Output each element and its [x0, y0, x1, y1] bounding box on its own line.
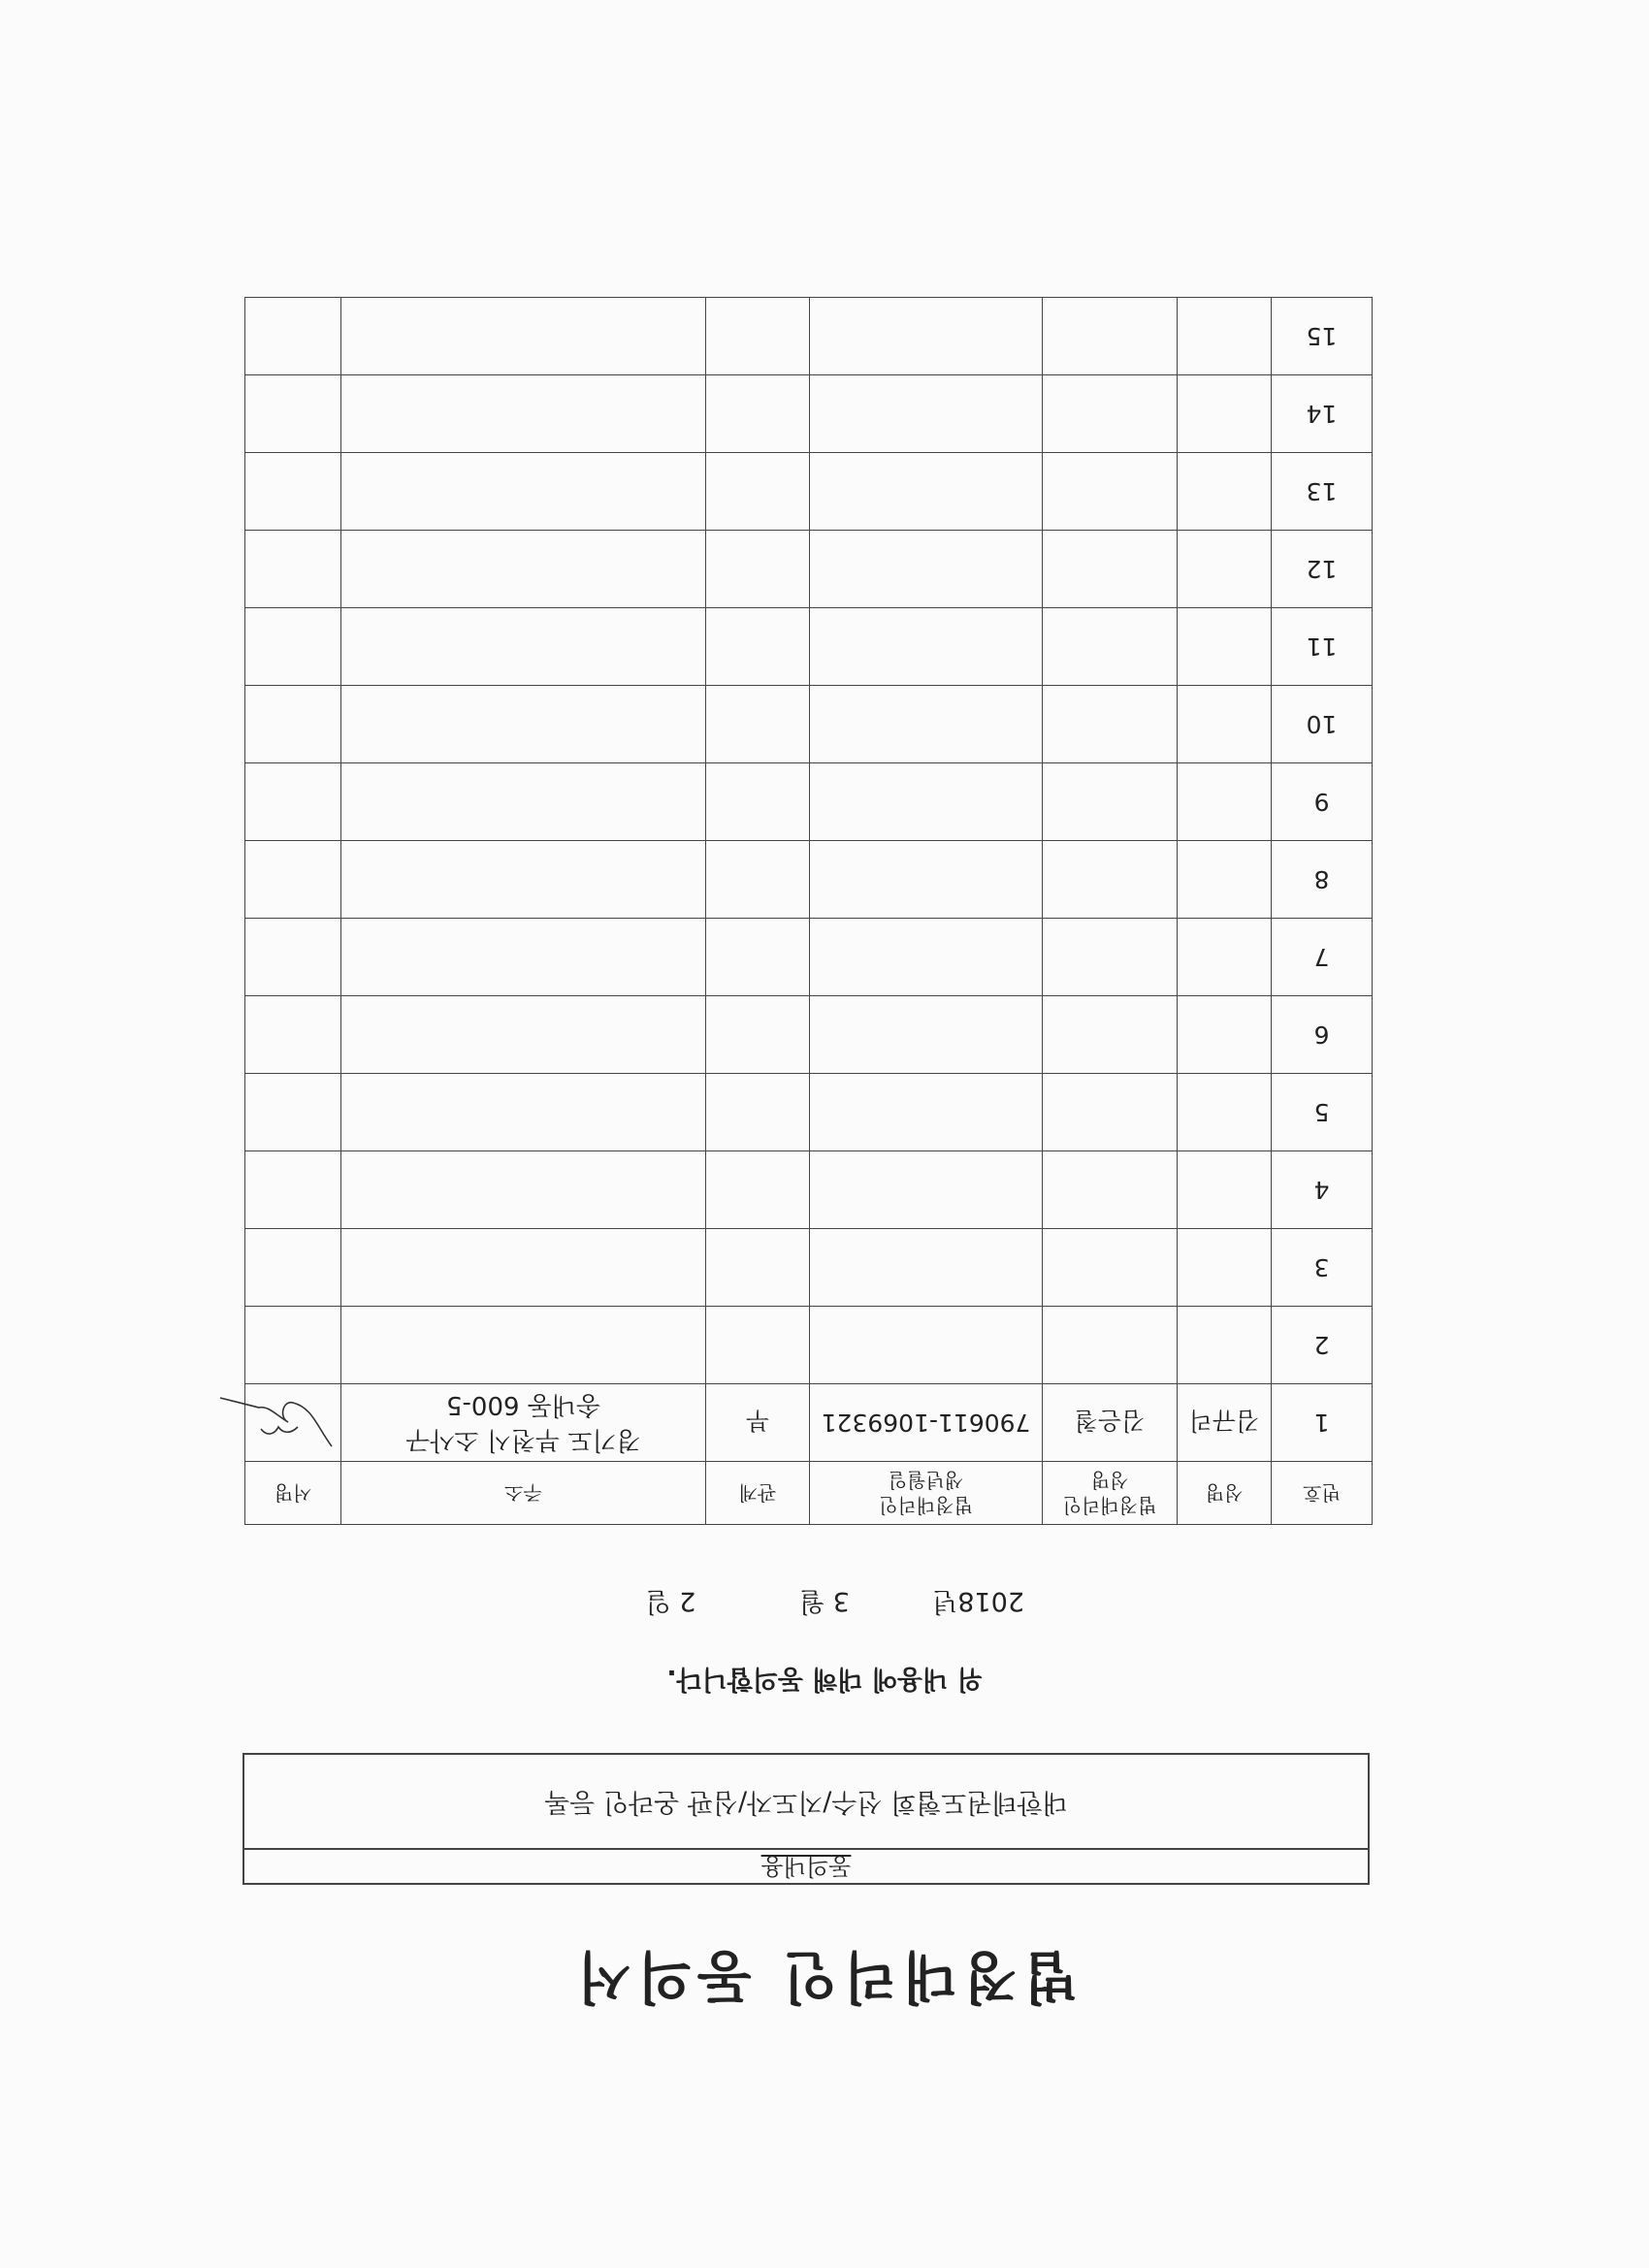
row-relation: [706, 763, 810, 841]
date-month: 3 월: [799, 1586, 850, 1616]
row-guardian-birth: [810, 1151, 1043, 1229]
row-number: 3: [1272, 1229, 1373, 1307]
row-relation: [706, 996, 810, 1074]
table-header-row: [245, 1462, 1373, 1525]
col-header-guardian-name: 법정대리인 성명: [1043, 1462, 1178, 1525]
col-header-relation: 관계: [706, 1462, 810, 1525]
row-guardian-name: [1043, 453, 1178, 531]
row-guardian-name: [1043, 841, 1178, 919]
table-row: [245, 763, 1373, 841]
row-guardian-name: [1043, 919, 1178, 996]
row-guardian-name: [1043, 375, 1178, 453]
table-row: [245, 531, 1373, 608]
table-row: [245, 686, 1373, 763]
row-guardian-name: [1043, 763, 1178, 841]
row-guardian-birth: [810, 608, 1043, 686]
document-title: 법정대리인 동의서: [570, 1944, 1079, 2010]
row-guardian-birth: [810, 686, 1043, 763]
col-header-guardian-birth: 법정대리인 생년월일: [810, 1462, 1043, 1525]
consent-box-content: 대한테권도협회 선수/지도자/심판 온라인 등록: [242, 1753, 1370, 1850]
row-guardian-name: [1043, 298, 1178, 375]
row-number: 7: [1272, 919, 1373, 996]
row-guardian-name: [1043, 1229, 1178, 1307]
row-name: [1178, 1229, 1272, 1307]
row-name: [1178, 298, 1272, 375]
row-number: 6: [1272, 996, 1373, 1074]
row-guardian-birth: [810, 996, 1043, 1074]
row-guardian-birth: [810, 1229, 1043, 1307]
table-row: [245, 1151, 1373, 1229]
row-name: [1178, 763, 1272, 841]
row-address: [341, 1151, 706, 1229]
row-address: [341, 686, 706, 763]
row-name: [1178, 531, 1272, 608]
row-relation: [706, 1229, 810, 1307]
row-relation: [706, 608, 810, 686]
table-row: [245, 1384, 1373, 1462]
col-header-number: 번호: [1272, 1462, 1373, 1525]
row-address: [341, 841, 706, 919]
row-signature: [245, 841, 341, 919]
row-signature: [245, 608, 341, 686]
address-line-2: 송내동 600-5: [445, 1390, 601, 1420]
row-relation: [706, 531, 810, 608]
row-guardian-birth: [810, 298, 1043, 375]
row-number: 12: [1272, 531, 1373, 608]
row-address: [341, 531, 706, 608]
row-signature: [245, 531, 341, 608]
row-signature: [245, 686, 341, 763]
row-guardian-birth: [810, 1074, 1043, 1151]
row-relation: [706, 1074, 810, 1151]
row-address: [341, 1307, 706, 1384]
guardian-table: [244, 297, 1373, 1525]
row-signature: [245, 1074, 341, 1151]
row-name: [1178, 453, 1272, 531]
row-signature: [245, 1151, 341, 1229]
row-name: 김규리: [1178, 1384, 1272, 1462]
row-relation: 부: [706, 1384, 810, 1462]
row-address: [341, 375, 706, 453]
row-relation: [706, 841, 810, 919]
address-line-1: 경기도 부천시 소사구: [405, 1425, 641, 1455]
row-address: [341, 763, 706, 841]
row-signature: [245, 375, 341, 453]
row-relation: [706, 686, 810, 763]
row-number: 5: [1272, 1074, 1373, 1151]
row-signature: [245, 453, 341, 531]
row-guardian-name: [1043, 996, 1178, 1074]
table-row: [245, 1307, 1373, 1384]
col-header-name: 성명: [1178, 1462, 1272, 1525]
row-name: [1178, 375, 1272, 453]
row-address: [341, 1384, 706, 1462]
table-row: [245, 453, 1373, 531]
row-guardian-name: [1043, 608, 1178, 686]
date-year: 2018년: [932, 1586, 1024, 1616]
row-signature: [245, 1229, 341, 1307]
row-relation: [706, 919, 810, 996]
table-row: [245, 1229, 1373, 1307]
table-row: [245, 608, 1373, 686]
row-signature: [245, 298, 341, 375]
consent-box: [242, 1753, 1370, 1885]
row-number: 8: [1272, 841, 1373, 919]
row-signature: [245, 919, 341, 996]
row-number: 1: [1272, 1384, 1373, 1462]
row-address: [341, 1229, 706, 1307]
row-number: 10: [1272, 686, 1373, 763]
row-relation: [706, 298, 810, 375]
row-number: 4: [1272, 1151, 1373, 1229]
handwritten-signature-icon: [249, 1389, 337, 1457]
row-guardian-name: [1043, 1074, 1178, 1151]
row-name: [1178, 919, 1272, 996]
row-name: [1178, 841, 1272, 919]
row-relation: [706, 453, 810, 531]
col-header-address: 주소: [341, 1462, 706, 1525]
row-guardian-name: [1043, 686, 1178, 763]
row-guardian-name: [1043, 1307, 1178, 1384]
row-guardian-birth: [810, 531, 1043, 608]
row-guardian-birth: [810, 1307, 1043, 1384]
signing-date: [0, 1585, 1649, 1623]
row-address: [341, 608, 706, 686]
row-guardian-name: [1043, 1151, 1178, 1229]
table-row: [245, 919, 1373, 996]
row-signature: [245, 763, 341, 841]
row-number: 9: [1272, 763, 1373, 841]
col-header-signature: 서명: [245, 1462, 341, 1525]
row-number: 15: [1272, 298, 1373, 375]
row-number: 2: [1272, 1307, 1373, 1384]
row-name: [1178, 1074, 1272, 1151]
row-guardian-birth: [810, 375, 1043, 453]
row-guardian-name: 김은철: [1043, 1384, 1178, 1462]
row-signature: [245, 996, 341, 1074]
row-number: 14: [1272, 375, 1373, 453]
row-signature: [245, 1307, 341, 1384]
agree-statement: 위 내용에 대해 동의합니다.: [666, 1664, 983, 1694]
row-signature: [245, 1384, 341, 1462]
table-row: [245, 996, 1373, 1074]
row-address: [341, 919, 706, 996]
table-row: [245, 298, 1373, 375]
row-number: 13: [1272, 453, 1373, 531]
date-day: 2 일: [645, 1586, 696, 1616]
table-row: [245, 1074, 1373, 1151]
row-name: [1178, 1151, 1272, 1229]
consent-box-header-text: 동의내용: [760, 1853, 852, 1880]
row-relation: [706, 375, 810, 453]
row-relation: [706, 1151, 810, 1229]
row-guardian-name: [1043, 531, 1178, 608]
row-guardian-birth: [810, 763, 1043, 841]
row-address: [341, 298, 706, 375]
table-row: [245, 375, 1373, 453]
row-address: [341, 996, 706, 1074]
row-address: [341, 1074, 706, 1151]
row-name: [1178, 1307, 1272, 1384]
row-address: [341, 453, 706, 531]
row-name: [1178, 608, 1272, 686]
row-name: [1178, 686, 1272, 763]
row-relation: [706, 1307, 810, 1384]
table-row: [245, 841, 1373, 919]
row-guardian-birth: 790611-1069321: [810, 1384, 1043, 1462]
row-guardian-birth: [810, 919, 1043, 996]
consent-box-header: [242, 1850, 1370, 1885]
row-number: 11: [1272, 608, 1373, 686]
row-name: [1178, 996, 1272, 1074]
row-guardian-birth: [810, 453, 1043, 531]
row-guardian-birth: [810, 841, 1043, 919]
